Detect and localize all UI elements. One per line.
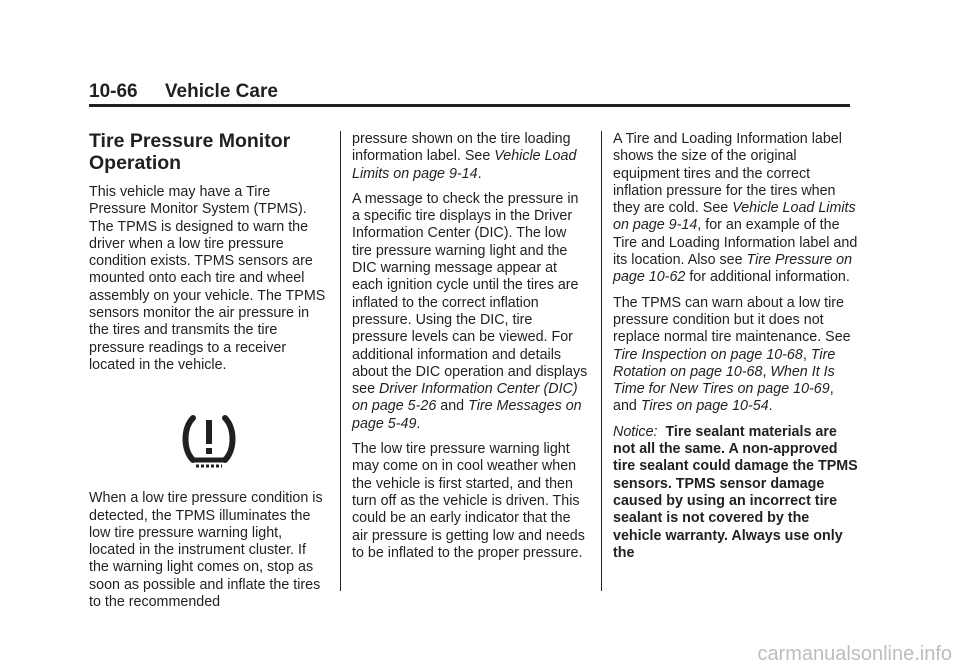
- header-rule: [89, 104, 850, 107]
- cross-reference-link[interactable]: Tires on page 10-54: [640, 398, 769, 415]
- column-3: [613, 131, 858, 570]
- column-divider-2: [601, 131, 602, 591]
- column-1: [89, 124, 329, 619]
- paragraph: A message to check the pressure in a specific tire displays in the Driver Information Center (DIC). The low tire pressure warning light and the DIC warning message appear at each ignition cycle until the tires are inflated to the correct inflation pressure. Using the DIC, tire pressure levels can be viewed. For additional information and details about the DIC operation and displays see Driver Information Center (DIC) on page 5-26 and Tire Messages on page 5-49.: [352, 190, 588, 432]
- paragraph: A Tire and Loading Information label shows the size of the original equipment tires and the correct inflation pressure for the tires when they are cold. See Vehicle Load Limits on page 9-14, for an example of the Tire and Loading Information label and its location. Also see Tire Pressure on page 10-62 for additional information.: [613, 131, 858, 286]
- cross-reference-link[interactable]: Tire Pressure on page 10-62: [613, 252, 853, 286]
- column-divider-1: [340, 131, 341, 591]
- cross-reference-link[interactable]: Vehicle Load Limits on page 9-14: [352, 148, 577, 182]
- paragraph: The low tire pressure warning light may come on in cool weather when the vehicle is first started, and then turn off as the vehicle is driven. This could be an early indicator that the air pressure is getting low and needs to be inflated to the proper pressure.: [352, 441, 585, 561]
- section-heading: Tire Pressure Monitor Operation: [89, 130, 291, 174]
- cross-reference-link[interactable]: Tire Rotation on page 10-68: [613, 346, 836, 380]
- cross-reference-link[interactable]: Tire Messages on page 5-49: [352, 398, 582, 432]
- cross-reference-link[interactable]: When It Is Time for New Tires on page 10-69: [613, 363, 835, 398]
- column-2: [352, 131, 590, 570]
- watermark: carmanualsonline.info: [757, 643, 952, 665]
- paragraph: This vehicle may have a Tire Pressure Monitor System (TPMS). The TPMS is designed to warn the driver when a low tire pressure condition exists. TPMS sensors are mounted onto each tire and wheel assembly on your vehicle. The TPMS sensors monitor the air pressure in the tires and transmits the tire pressure readings to a receiver located in the vehicle.: [89, 184, 326, 373]
- section-title: Vehicle Care: [164, 81, 278, 102]
- page-number: 10-66: [89, 81, 138, 102]
- cross-reference-link[interactable]: Vehicle Load Limits on page 9-14: [613, 200, 856, 234]
- page-header: [89, 80, 849, 104]
- cross-reference-link[interactable]: Driver Information Center (DIC) on page 5-26: [352, 381, 578, 415]
- tire-pressure-warning-icon: [89, 412, 329, 470]
- notice-label: Notice:: [613, 423, 658, 440]
- paragraph: pressure shown on the tire loading information label. See Vehicle Load Limits on page 9-14.: [352, 131, 577, 182]
- paragraph: The TPMS can warn about a low tire pressure condition but it does not replace normal tire maintenance. See Tire Inspection on page 10-68, Tire Rotation on page 10-68, When It Is Time for New Tires on page 10-69, and Tires on page 10-54.: [613, 294, 851, 415]
- cross-reference-link[interactable]: Tire Inspection on page 10-68: [613, 346, 803, 363]
- paragraph: When a low tire pressure condition is detected, the TPMS illuminates the low tire pressure warning light, located in the instrument cluster. If the warning light comes on, stop as soon as possible and inflate the tires to the recommended: [89, 490, 323, 611]
- notice-paragraph: [613, 424, 858, 562]
- notice-text: Tire sealant materials are not all the same. A non-approved tire sealant could damage the TPMS sensors. TPMS sensor damage caused by using an incorrect tire sealant is not covered by the vehicle warranty. Always use only the: [613, 423, 858, 561]
